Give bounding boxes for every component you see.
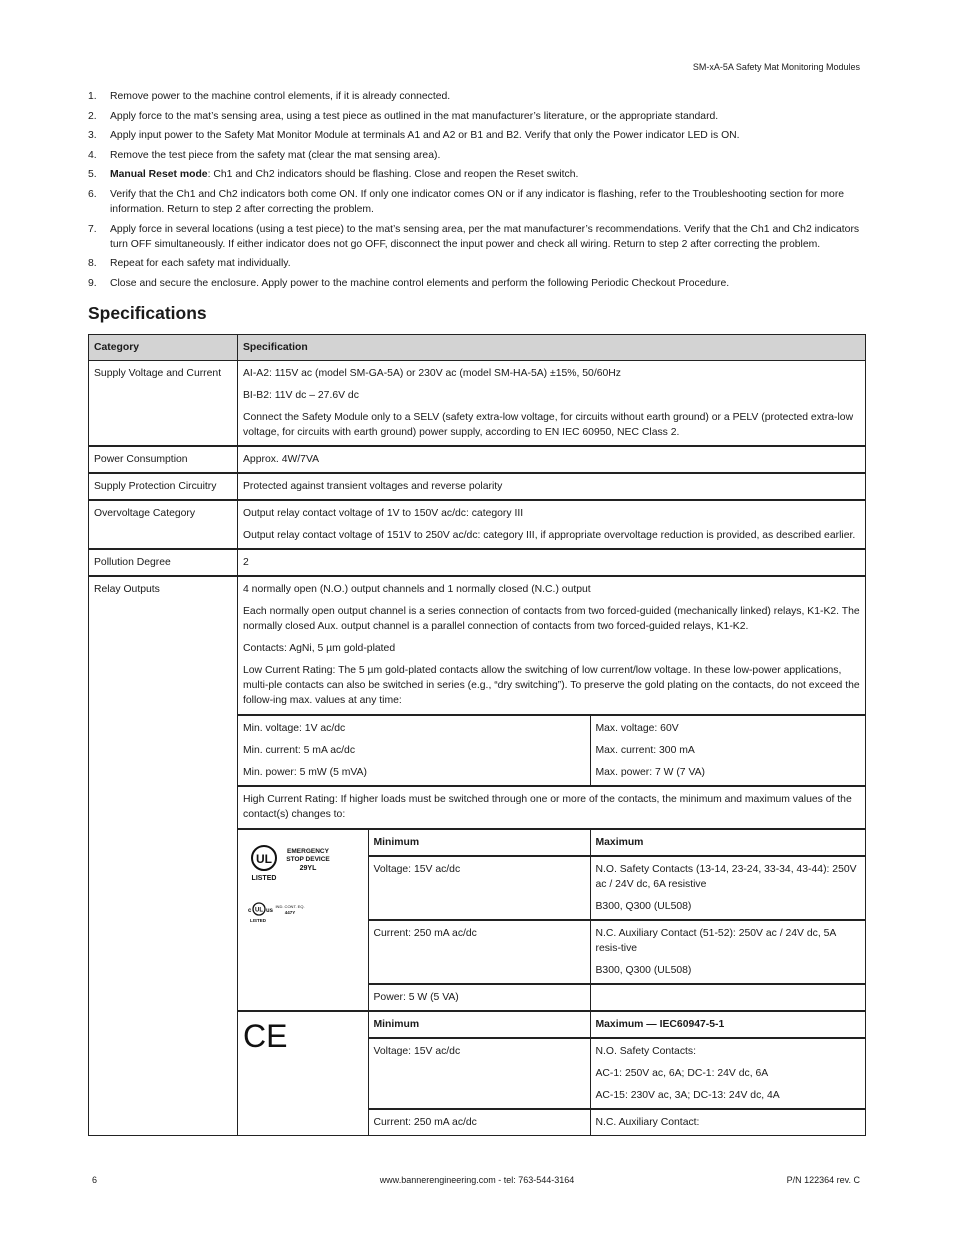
step-text (110, 167, 868, 182)
list-item (88, 167, 868, 182)
spec-cell (238, 361, 866, 447)
ul-current-min: Current: 250 mA ac/dc (368, 920, 590, 984)
low-max-cell (590, 716, 865, 786)
category-cell: Supply Protection Circuitry (89, 473, 238, 500)
step-number: 6. (88, 188, 97, 200)
small-c-text: c (248, 908, 252, 914)
list-item (88, 256, 868, 271)
ul-power-max (590, 984, 865, 1011)
column-header-category: Category (89, 335, 238, 361)
ul-listed-text: LISTED (251, 875, 277, 882)
low-current-table (238, 716, 865, 787)
spec-line: Min. power: 5 mW (5 mVA) (243, 767, 367, 778)
spec-line: N.O. Safety Contacts: (595, 1046, 696, 1057)
list-item (88, 128, 868, 143)
spec-line: AI-A2: 115V ac (model SM-GA-5A) or 230V ac (model SM-HA-5A) ±15%, 50/60Hz (243, 368, 621, 379)
list-item (88, 109, 868, 124)
small-listed-text: LISTED (250, 918, 267, 923)
step-text: Apply input power to the Safety Mat Monitor Module at terminals A1 and A2 or B1 and B2. Verify that only the Power indicator LED is ON. (110, 130, 740, 142)
ce-current-min: Current: 250 mA ac/dc (368, 1109, 590, 1135)
category-cell: Relay Outputs (89, 576, 238, 1136)
spec-cell: Protected against transient voltages and reverse polarity (238, 473, 866, 500)
ul-col-maximum: Maximum (590, 830, 865, 856)
table-row (89, 500, 866, 549)
ce-logo-text: CE (243, 1018, 288, 1052)
emergency-text: EMERGENCY (287, 848, 329, 855)
ce-mark-icon (242, 1018, 292, 1052)
spec-line: Connect the Safety Module only to a SELV (safety extra-low voltage, for circuits without earth ground) or a PELV (protected extra-low voltage, for circuits with earth ground) power supply, according to EN IEC 60950, NEC Class 2. (243, 412, 854, 438)
spec-line: Output relay contact voltage of 1V to 150V ac/dc: category III (243, 508, 524, 519)
category-cell: Supply Voltage and Current (89, 361, 238, 447)
spec-line: N.C. Auxiliary Contact (51-52): 250V ac / 24V dc, 5A resis-tive (595, 928, 836, 954)
footer-website: www.bannerengineering.com - tel: 763-544-3164 (379, 1175, 575, 1185)
ul-voltage-min: Voltage: 15V ac/dc (368, 856, 590, 920)
small-us-text: us (266, 908, 274, 914)
list-item (88, 89, 868, 104)
category-cell: Overvoltage Category (89, 500, 238, 549)
table-row (89, 473, 866, 500)
spec-line: Min. current: 5 mA ac/dc (243, 745, 356, 756)
step-text: Repeat for each safety mat individually. (110, 258, 291, 270)
emergency-code-text: 29YL (299, 865, 317, 872)
ul-col-minimum: Minimum (368, 830, 590, 856)
ul-listed-mark-icon (242, 836, 362, 928)
ul-logo-cell (238, 830, 368, 1011)
spec-line: Max. voltage: 60V (595, 723, 679, 734)
step-number: 2. (88, 110, 97, 122)
step-text-rest: : Ch1 and Ch2 indicators should be flashing. Close and reopen the Reset switch. (207, 169, 579, 181)
spec-cell (238, 576, 866, 1136)
category-cell: Pollution Degree (89, 549, 238, 576)
spec-line: Contacts: AgNi, 5 µm gold-plated (243, 643, 396, 654)
spec-line: AC-1: 250V ac, 6A; DC-1: 24V dc, 6A (595, 1068, 769, 1079)
table-row (89, 446, 866, 473)
list-item (88, 222, 868, 252)
ce-col-maximum: Maximum — IEC60947-5-1 (590, 1012, 865, 1038)
spec-line: Max. current: 300 mA (595, 745, 695, 756)
section-title: Specifications (88, 303, 207, 323)
spec-line: BI-B2: 11V dc – 27.6V dc (243, 390, 359, 401)
ce-voltage-min: Voltage: 15V ac/dc (368, 1038, 590, 1109)
table-row (238, 830, 865, 856)
procedure-steps (88, 89, 868, 295)
step-text: Remove power to the machine control elements, if it is already connected. (110, 91, 451, 102)
spec-line: Min. voltage: 1V ac/dc (243, 723, 346, 734)
table-row (89, 361, 866, 447)
step-text: Verify that the Ch1 and Ch2 indicators both come ON. If only one indicator comes ON or if any indicator is flashing, refer to the Troubleshooting section for more information. Return to step 2 after correcting the problem. (110, 188, 845, 215)
ce-voltage-max (590, 1038, 865, 1109)
ul-logo-text: UL (256, 852, 272, 866)
spec-line: Output relay contact voltage of 151V to 250V ac/dc: category III, if appropriate overvoltage reduction is provided, as described earlier. (243, 530, 856, 541)
step-number: 4. (88, 149, 97, 161)
spec-line: AC-15: 230V ac, 3A; DC-13: 24V dc, 4A (595, 1090, 780, 1101)
ce-current-max: N.C. Auxiliary Contact: (590, 1109, 865, 1135)
ce-rating-table (238, 1012, 865, 1135)
ce-logo-cell (238, 1012, 368, 1135)
specifications-table (88, 334, 866, 1136)
ul-rating-table (238, 830, 865, 1012)
high-current-text: High Current Rating: If higher loads must be switched through one or more of the contacts, the minimum and maximum values of the contact(s) changes to: (238, 787, 865, 830)
ind-cont-text: IND. CONT. EQ. (275, 904, 305, 909)
stop-device-text: STOP DEVICE (286, 856, 330, 863)
table-row (238, 1012, 865, 1038)
category-cell: Power Consumption (89, 446, 238, 473)
ul-voltage-max (590, 856, 865, 920)
step-number: 7. (88, 223, 97, 235)
step-text: Close and secure the enclosure. Apply power to the machine control elements and perform the following Periodic Checkout Procedure. (110, 277, 730, 289)
step-number: 3. (88, 130, 97, 142)
table-header-row (89, 335, 866, 361)
step-number: 8. (88, 258, 97, 270)
footer-part-number: P/N 122364 rev. C (786, 1175, 860, 1185)
spec-line: N.O. Safety Contacts (13-14, 23-24, 33-34, 43-44): 250V ac / 24V dc, 6A resistive (595, 864, 857, 890)
ul-current-max (590, 920, 865, 984)
list-item (88, 276, 868, 291)
step-text: Remove the test piece from the safety mat (clear the mat sensing area). (110, 149, 441, 161)
list-item (88, 187, 868, 217)
column-header-specification: Specification (238, 335, 866, 361)
table-row (238, 716, 865, 786)
step-text: Apply force to the mat’s sensing area, using a test piece as outlined in the mat manufacturer’s literature, or the appropriate standard. (110, 110, 719, 122)
spec-line: B300, Q300 (UL508) (595, 965, 692, 976)
spec-line: Low Current Rating: The 5 µm gold-plated contacts allow the switching of low current/low voltage. In these low-power applications, multi-ple contacts can also be switched in series (e.g., “dry switching”). To preserve the gold plating on the contacts, do not exceed the follow-ing max. values at any time: (243, 665, 860, 706)
spec-cell: Approx. 4W/7VA (238, 446, 866, 473)
ce-col-minimum: Minimum (368, 1012, 590, 1038)
spec-line: Max. power: 7 W (7 VA) (595, 767, 706, 778)
spec-cell: 2 (238, 549, 866, 576)
table-row (89, 576, 866, 1136)
document-title: SM-xA-5A Safety Mat Monitoring Modules (692, 62, 860, 72)
step-number: 1. (88, 91, 97, 102)
small-ul-logo-text: UL (255, 907, 263, 914)
page-number: 6 (92, 1175, 98, 1185)
list-item (88, 148, 868, 163)
spec-line: B300, Q300 (UL508) (595, 901, 692, 912)
step-number: 9. (88, 277, 97, 289)
step-text: Apply force in several locations (using a test piece) to the mat’s sensing area, per the mat manufacturer’s recommendations. Verify that the Ch1 and Ch2 indicators turn OFF simultaneously. If either indicator does not go OFF, disconnect the input power and check all wiring. Return to step 2 after correcting the problem. (110, 223, 860, 250)
step-number: 5. (88, 169, 97, 181)
spec-line: Each normally open output channel is a series connection of contacts from two forced-guided (mechanically linked) relays, K1-K2. The normally closed Aux. output channel is a parallel connection of contacts from two forced-guided relays, K1-K2. (243, 606, 860, 632)
spec-line: 4 normally open (N.O.) output channels and 1 normally closed (N.C.) output (243, 584, 591, 595)
step-bold-label: Manual Reset mode (110, 169, 208, 181)
low-min-cell (238, 716, 590, 786)
table-row (89, 549, 866, 576)
spec-cell (238, 500, 866, 549)
ul-power-min: Power: 5 W (5 VA) (368, 984, 590, 1011)
relay-description (238, 577, 865, 716)
ind-code-text: 447Y (284, 910, 296, 915)
